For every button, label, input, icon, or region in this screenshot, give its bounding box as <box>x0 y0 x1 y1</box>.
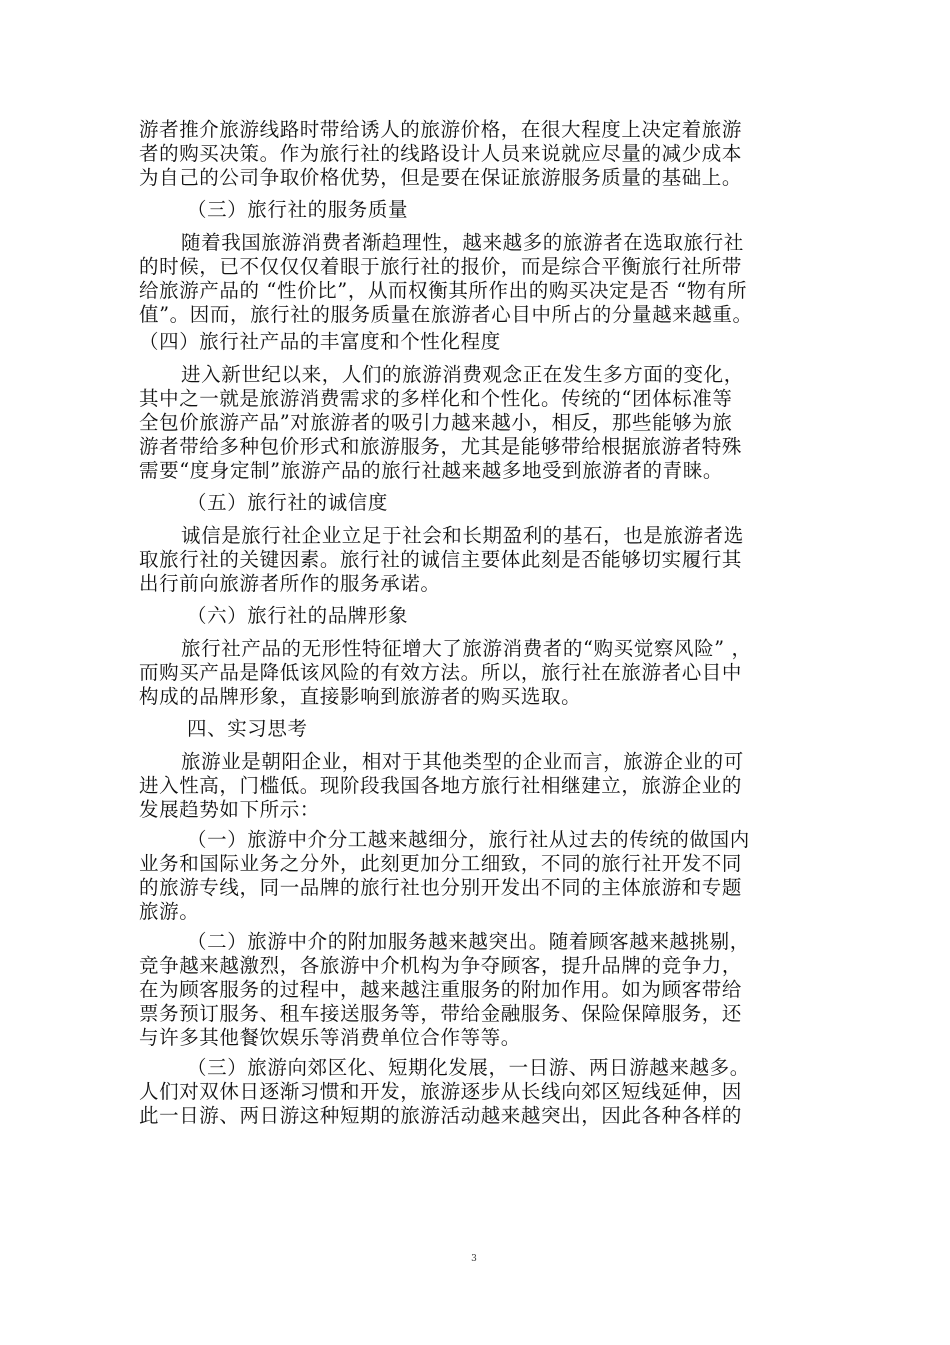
body-line: 人们对双休日逐渐习惯和开发，旅游逐步从长线向郊区短线延伸，因 <box>139 1080 743 1103</box>
body-line: 发展趋势如下所示： <box>139 798 320 821</box>
body-line: 其中之一就是旅游消费需求的多样化和个性化。传统的“团体标准等 <box>139 387 733 410</box>
section-heading-five: （五）旅行社的诚信度 <box>187 491 389 514</box>
section-heading-six: （六）旅行社的品牌形象 <box>187 604 409 627</box>
body-line: （一）旅游中介分工越来越细分，旅行社从过去的传统的做国内 <box>187 828 750 851</box>
section-heading-four: （四）旅行社产品的丰富度和个性化程度 <box>139 330 501 353</box>
body-line: 进入新世纪以来，人们的旅游消费观念正在发生多方面的变化， <box>181 363 744 386</box>
body-line: 此一日游、两日游这种短期的旅游活动越来越突出，因此各种各样的 <box>139 1104 743 1127</box>
body-line: 竞争越来越激烈，各旅游中介机构为争夺顾客，提升品牌的竞争力， <box>139 954 743 977</box>
body-line: 业务和国际业务之分外，此刻更加分工细致，不同的旅行社开发不同 <box>139 852 743 875</box>
body-line: 游者推介旅游线路时带给诱人的旅游价格，在很大程度上决定着旅游 <box>139 118 743 141</box>
body-line: 进入性高，门槛低。现阶段我国各地方旅行社相继建立，旅游企业的 <box>139 774 743 797</box>
body-line: 诚信是旅行社企业立足于社会和长期盈利的基石，也是旅游者选 <box>181 524 744 547</box>
body-line: 票务预订服务、租车接送服务等，带给金融服务、保险保障服务，还 <box>139 1002 743 1025</box>
body-line: 构成的品牌形象，直接影响到旅游者的购买选取。 <box>139 685 582 708</box>
body-line: 随着我国旅游消费者渐趋理性，越来越多的旅游者在选取旅行社 <box>181 231 744 254</box>
body-line: 全包价旅游产品”对旅游者的吸引力越来越小，相反，那些能够为旅 <box>139 411 733 434</box>
body-line: 而购买产品是降低该风险的有效方法。所以，旅行社在旅游者心目中 <box>139 661 743 684</box>
section-heading-three: （三）旅行社的服务质量 <box>187 198 409 221</box>
body-line: （二）旅游中介的附加服务越来越突出。随着顾客越来越挑剔， <box>187 930 750 953</box>
body-line: （三）旅游向郊区化、短期化发展，一日游、两日游越来越多。 <box>187 1056 750 1079</box>
page-number: 3 <box>471 1254 477 1264</box>
body-line: 值”。因而，旅行社的服务质量在旅游者心目中所占的分量越来越重。 <box>139 303 753 326</box>
body-line: 者的购买决策。作为旅行社的线路设计人员来说就应尽量的减少成本 <box>139 142 743 165</box>
body-line: 的时候，已不仅仅仅着眼于旅行社的报价，而是综合平衡旅行社所带 <box>139 255 743 278</box>
body-line: 为自己的公司争取价格优势，但是要在保证旅游服务质量的基础上。 <box>139 166 743 189</box>
body-line: 旅行社产品的无形性特征增大了旅游消费者的“购买觉察风险” ， <box>181 637 752 660</box>
chapter-heading-four: 四、实习思考 <box>187 717 308 740</box>
body-line: 出行前向旅游者所作的服务承诺。 <box>139 572 441 595</box>
body-line: 在为顾客服务的过程中，越来越注重服务的附加作用。如为顾客带给 <box>139 978 743 1001</box>
body-line: 的旅游专线，同一品牌的旅行社也分别开发出不同的主体旅游和专题 <box>139 876 743 899</box>
body-line: 与许多其他餐饮娱乐等消费单位合作等等。 <box>139 1026 521 1049</box>
body-line: 取旅行社的关键因素。旅行社的诚信主要体此刻是否能够切实履行其 <box>139 548 743 571</box>
body-line: 旅游业是朝阳企业，相对于其他类型的企业而言，旅游企业的可 <box>181 750 744 773</box>
body-line: 旅游。 <box>139 900 200 923</box>
body-line: 需要“度身定制”旅游产品的旅行社越来越多地受到旅游者的青睐。 <box>139 459 723 482</box>
body-line: 游者带给多种包价形式和旅游服务，尤其是能够带给根据旅游者特殊 <box>139 435 743 458</box>
body-line: 给旅游产品的 “性价比”，从而权衡其所作出的购买决定是否 “物有所 <box>139 279 748 302</box>
document-body <box>139 118 819 1128</box>
